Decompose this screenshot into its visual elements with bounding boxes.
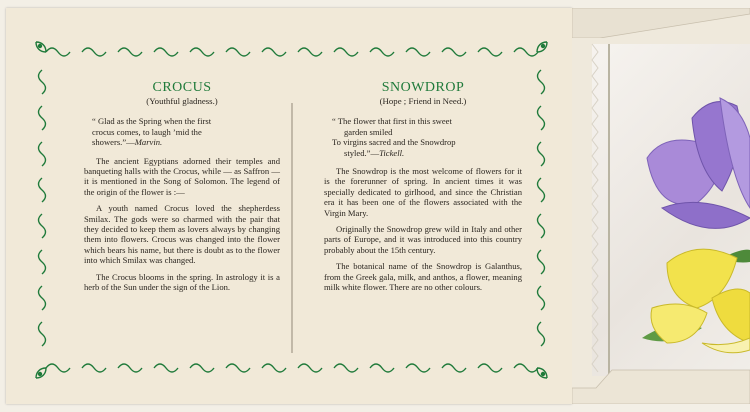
column-divider: [291, 103, 293, 353]
silk-sachet: [572, 8, 750, 404]
snowdrop-quote: [324, 116, 522, 158]
crocus-title: CROCUS: [152, 80, 212, 95]
snowdrop-paragraph: The botanical name of the Snowdrop is Galanthus, from the Greek gala, milk, and anthos, a flower, meaning milk white flower. There are no other colours.: [324, 261, 522, 293]
quote-line: garden smiled: [344, 126, 393, 137]
crocus-paragraph: A youth named Crocus loved the shepherdess Smilax. The gods were so charmed with the pair that they decided to keep them as lovers always by changing them into flowers. Crocus was changed into the flower which bears his name, but there is doubt as to the flower into which Smilax was changed.: [84, 203, 280, 266]
crocus-embroidery: [647, 98, 750, 228]
quote-line: crocus comes, to laugh ’mid the: [92, 126, 202, 137]
crocus-paragraph: The Crocus blooms in the spring. In astrology it is a herb of the Sun under the sign of the Lion.: [84, 271, 280, 293]
quote-line: “ The flower that first in this sweet: [332, 116, 452, 127]
snowdrop-paragraph: The Snowdrop is the most welcome of flowers for it is the forerunner of spring. In ancient times it was specially dedicated to girlhood, and since the Christian era it has been one of the flowers associated with the Virgin Mary.: [324, 166, 522, 218]
quote-line: [92, 137, 280, 147]
crocus-column: [84, 80, 280, 299]
crocus-quote: [84, 116, 280, 147]
crocus-subtitle: (Youthful gladness.): [146, 96, 218, 106]
quote-line: styled.”—: [344, 147, 380, 158]
embroidered-flowers: [572, 8, 750, 404]
quote-line: To virgins sacred and the Snowdrop: [332, 137, 456, 148]
quote-line: “ Glad as the Spring when the first: [92, 116, 212, 127]
crocus-paragraph: The ancient Egyptians adorned their temples and banqueting halls with the Crocus, while — as Saffron — it is mentioned in the Song of Solomon. The legend of the origin of the flower is :—: [84, 155, 280, 197]
info-card: [6, 8, 572, 404]
quote-attribution: Tickell.: [379, 147, 405, 158]
snowdrop-title: SNOWDROP: [381, 80, 465, 95]
quote-attribution: Marvin.: [134, 137, 163, 148]
snowdrop-paragraph: Originally the Snowdrop grew wild in Italy and other parts of Europe, and it was introduced into this country probably about the 15th century.: [324, 224, 522, 255]
yellow-flower-embroidery: [651, 249, 750, 353]
snowdrop-subtitle: (Hope ; Friend in Need.): [379, 96, 467, 106]
snowdrop-column: [324, 80, 522, 299]
quote-line: [332, 148, 522, 158]
quote-line: showers.”—: [92, 137, 135, 148]
